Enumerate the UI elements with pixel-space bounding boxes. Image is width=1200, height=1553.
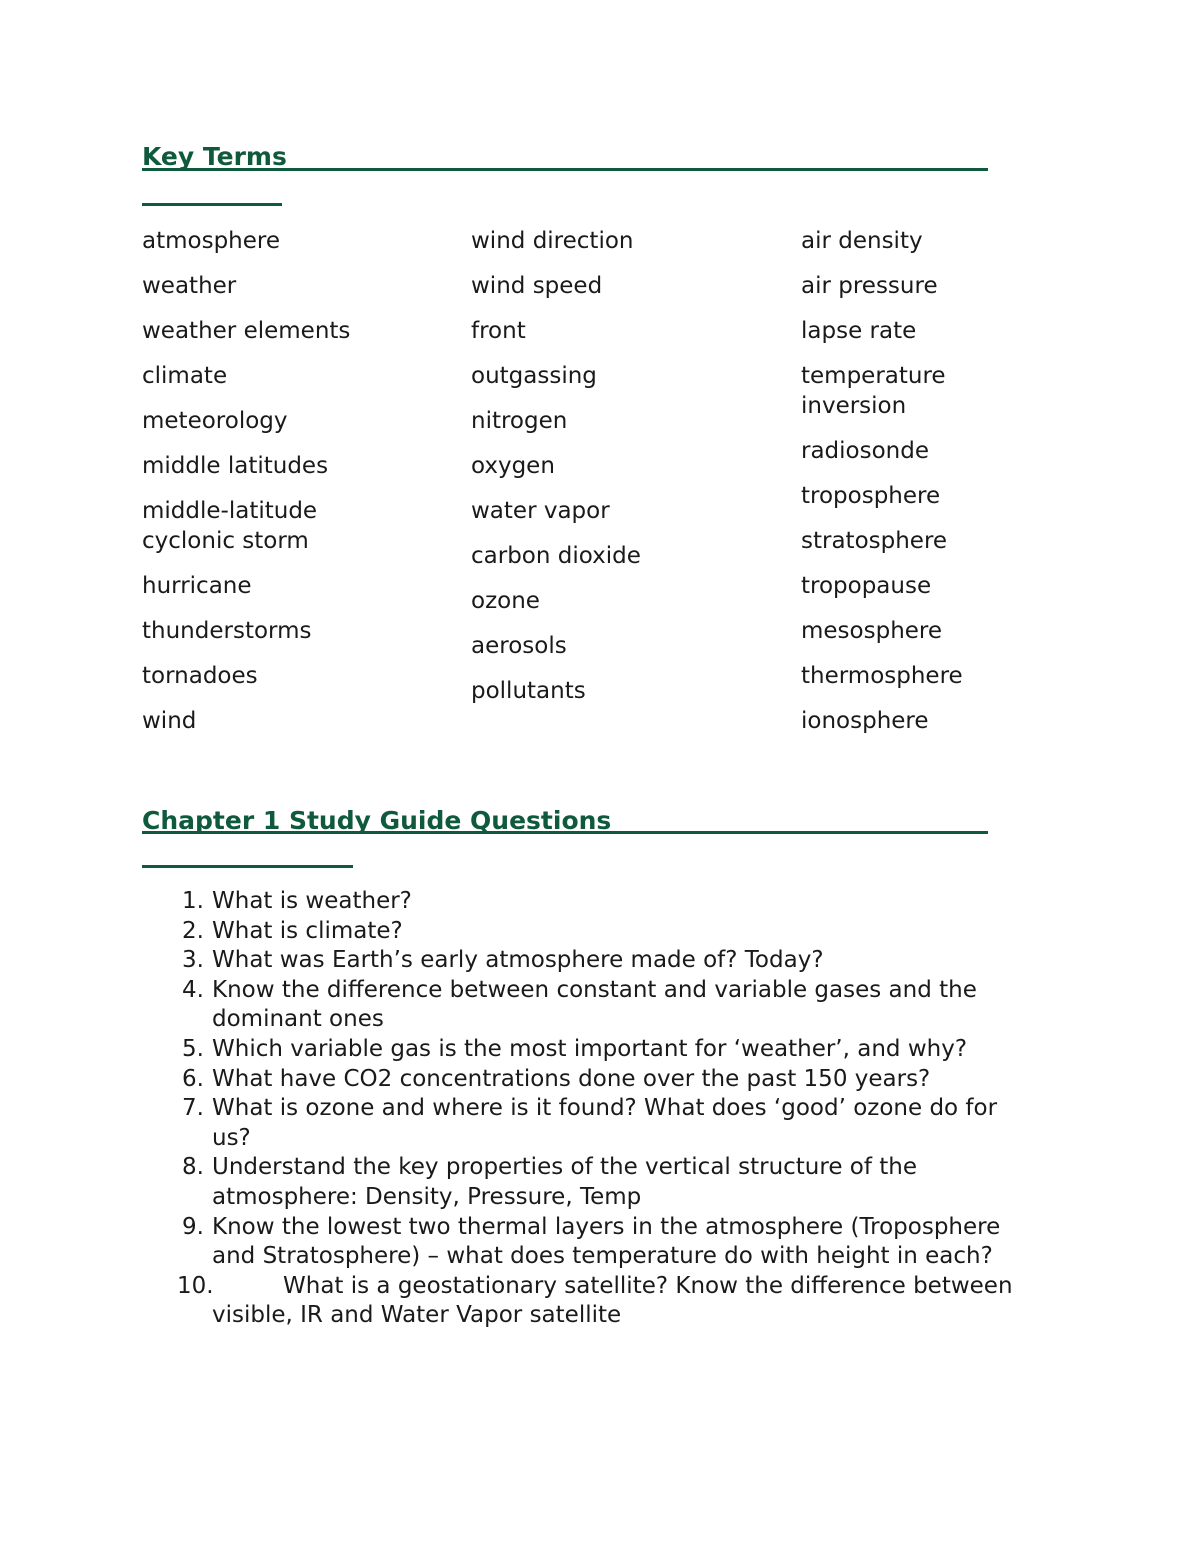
study-question	[142, 1272, 1042, 1331]
key-term: climate	[142, 363, 228, 389]
key-term: radiosonde	[801, 438, 929, 464]
question-text: What is ozone and where is it found? What does ‘good’ ozone do for us?	[212, 1095, 998, 1151]
key-term: mesosphere	[801, 618, 943, 644]
key-term: air density	[801, 228, 923, 254]
key-term: hurricane	[142, 573, 252, 599]
key-term: thermosphere	[801, 663, 963, 689]
key-term: wind	[142, 708, 197, 734]
key-term: middle-latitude cyclonic storm	[142, 498, 318, 554]
key-term: oxygen	[471, 453, 555, 479]
key-term: ionosphere	[801, 708, 929, 734]
key-term: outgassing	[471, 363, 597, 389]
key-term: thunderstorms	[142, 618, 312, 644]
question-text: What is a geostationary satellite? Know the difference between visible, IR and Water Vapor satellite	[212, 1272, 1013, 1329]
key-terms-heading: Key Terms	[142, 142, 287, 171]
study-guide-heading: Chapter 1 Study Guide Questions	[142, 806, 612, 835]
key-term: temperature inversion	[801, 363, 946, 419]
question-number: 3.	[182, 947, 204, 974]
key-term: pollutants	[471, 678, 586, 704]
study-question	[142, 1213, 1042, 1272]
key-term: weather elements	[142, 318, 351, 344]
question-number: 6.	[182, 1065, 204, 1092]
key-term: tropopause	[801, 573, 932, 599]
question-text: Which variable gas is the most important for ‘weather’, and why?	[212, 1035, 968, 1062]
question-number: 4.	[182, 976, 204, 1003]
question-text: What is climate?	[212, 917, 403, 944]
key-term: air pressure	[801, 273, 938, 299]
question-text: What have CO2 concentrations done over the past 150 years?	[212, 1065, 931, 1092]
question-text: Know the lowest two thermal layers in the atmosphere (Troposphere and Stratosphere) – what does temperature do with height in each?	[212, 1213, 1001, 1270]
key-terms-heading-rule-continuation	[142, 203, 282, 206]
key-term: wind speed	[471, 273, 603, 299]
key-term: troposphere	[801, 483, 941, 509]
question-text: Know the difference between constant and variable gases and the dominant ones	[212, 976, 977, 1033]
question-number: 8.	[182, 1154, 204, 1181]
study-question	[142, 1065, 1042, 1095]
key-term: wind direction	[471, 228, 634, 254]
key-terms-heading-rule	[142, 168, 988, 171]
study-question	[142, 1153, 1042, 1212]
study-guide-heading-rule	[142, 831, 988, 834]
key-term: aerosols	[471, 633, 567, 659]
question-number: 5.	[182, 1035, 204, 1062]
key-term: middle latitudes	[142, 453, 329, 479]
key-term: tornadoes	[142, 663, 258, 689]
study-question	[142, 976, 1042, 1035]
study-question	[142, 1094, 1042, 1153]
key-terms-column-2	[471, 226, 771, 721]
key-term: atmosphere	[142, 228, 280, 254]
question-text: Understand the key properties of the vertical structure of the atmosphere: Density, Pressure, Temp	[212, 1154, 918, 1210]
question-number: 7.	[182, 1095, 204, 1122]
study-guide-heading-rule-continuation	[142, 865, 353, 868]
key-term: weather	[142, 273, 237, 299]
study-question	[142, 1035, 1042, 1065]
key-term: ozone	[471, 588, 540, 614]
key-terms-column-1	[142, 226, 442, 751]
study-question	[142, 917, 1042, 947]
key-term: nitrogen	[471, 408, 568, 434]
question-number: 2.	[182, 917, 204, 944]
key-terms-column-3	[801, 226, 1001, 751]
key-term: stratosphere	[801, 528, 948, 554]
study-guide-question-list	[142, 887, 1042, 1331]
study-question	[142, 946, 1042, 976]
key-term: front	[471, 318, 526, 344]
question-text: What is weather?	[212, 888, 412, 914]
question-number: 9.	[182, 1213, 204, 1240]
key-term: carbon dioxide	[471, 543, 641, 569]
study-question	[142, 887, 1042, 917]
key-term: water vapor	[471, 498, 610, 524]
key-term: lapse rate	[801, 318, 917, 344]
question-text: What was Earth’s early atmosphere made of? Today?	[212, 947, 824, 974]
key-term: meteorology	[142, 408, 288, 434]
question-number: 10.	[177, 1272, 214, 1299]
question-number: 1.	[182, 888, 204, 914]
